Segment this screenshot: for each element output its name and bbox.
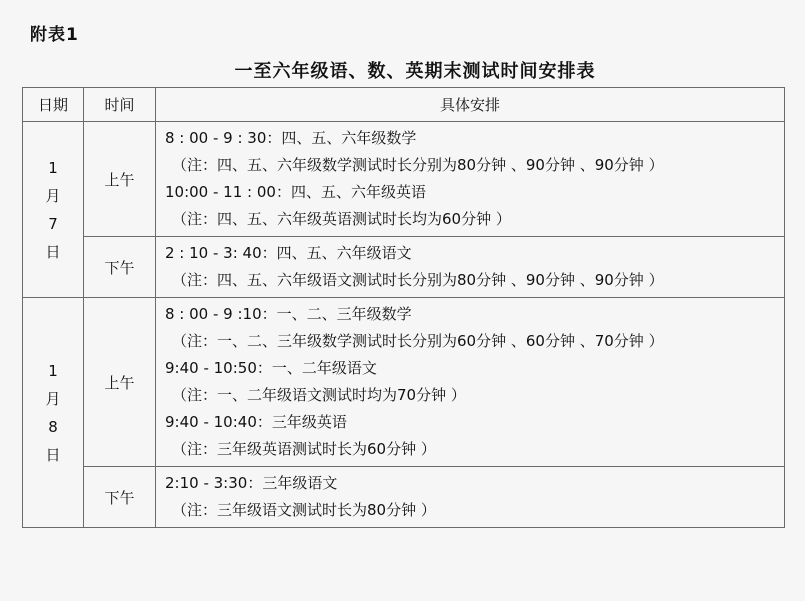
schedule-line: 9:40 - 10:40：三年级英语 [165, 413, 347, 431]
schedule-line: 8 : 00 - 9 :10：一、二、三年级数学 [165, 305, 412, 323]
schedule-note: （注：三年级英语测试时长为60分钟 ） [172, 440, 436, 458]
date-char: 月 [45, 186, 61, 205]
header-time: 时间 [84, 88, 156, 122]
schedule-note: （注：一、二年级语文测试时均为70分钟 ） [172, 386, 466, 404]
appendix-label: 附表1 [30, 25, 79, 45]
period-morning: 上午 [84, 298, 156, 467]
schedule-details [156, 298, 785, 467]
header-details: 具体安排 [156, 88, 785, 122]
date-cell-jan-8 [23, 298, 84, 528]
schedule-details [156, 122, 785, 237]
date-char: 1 [48, 158, 58, 177]
schedule-note: （注：四、五、六年级语文测试时长分别为80分钟 、90分钟 、90分钟 ） [172, 271, 664, 289]
table-header-row [23, 88, 785, 122]
document-title: 一至六年级语、数、英期末测试时间安排表 [234, 61, 596, 82]
table-row [23, 467, 785, 528]
header-date: 日期 [23, 88, 84, 122]
schedule-table [22, 87, 785, 528]
date-char: 8 [48, 417, 58, 436]
period-afternoon: 下午 [84, 237, 156, 298]
table-row [23, 122, 785, 237]
table-row [23, 237, 785, 298]
schedule-note: （注：四、五、六年级数学测试时长分别为80分钟 、90分钟 、90分钟 ） [172, 156, 664, 174]
date-char: 月 [45, 389, 61, 408]
schedule-line: 2 : 10 - 3: 40：四、五、六年级语文 [165, 244, 412, 262]
period-afternoon: 下午 [84, 467, 156, 528]
schedule-line: 8 : 00 - 9 : 30：四、五、六年级数学 [165, 129, 417, 147]
schedule-details [156, 237, 785, 298]
date-char: 日 [45, 445, 61, 464]
schedule-line: 9:40 - 10:50：一、二年级语文 [165, 359, 377, 377]
date-char: 1 [48, 361, 58, 380]
schedule-note: （注：三年级语文测试时长为80分钟 ） [172, 501, 436, 519]
table-row [23, 298, 785, 467]
schedule-details [156, 467, 785, 528]
schedule-note: （注：一、二、三年级数学测试时长分别为60分钟 、60分钟 、70分钟 ） [172, 332, 664, 350]
schedule-note: （注：四、五、六年级英语测试时长均为60分钟 ） [172, 210, 511, 228]
date-char: 7 [48, 214, 58, 233]
date-cell-jan-7 [23, 122, 84, 298]
date-char: 日 [45, 242, 61, 261]
period-morning: 上午 [84, 122, 156, 237]
schedule-line: 10:00 - 11 : 00：四、五、六年级英语 [165, 183, 426, 201]
schedule-line: 2:10 - 3:30：三年级语文 [165, 474, 338, 492]
